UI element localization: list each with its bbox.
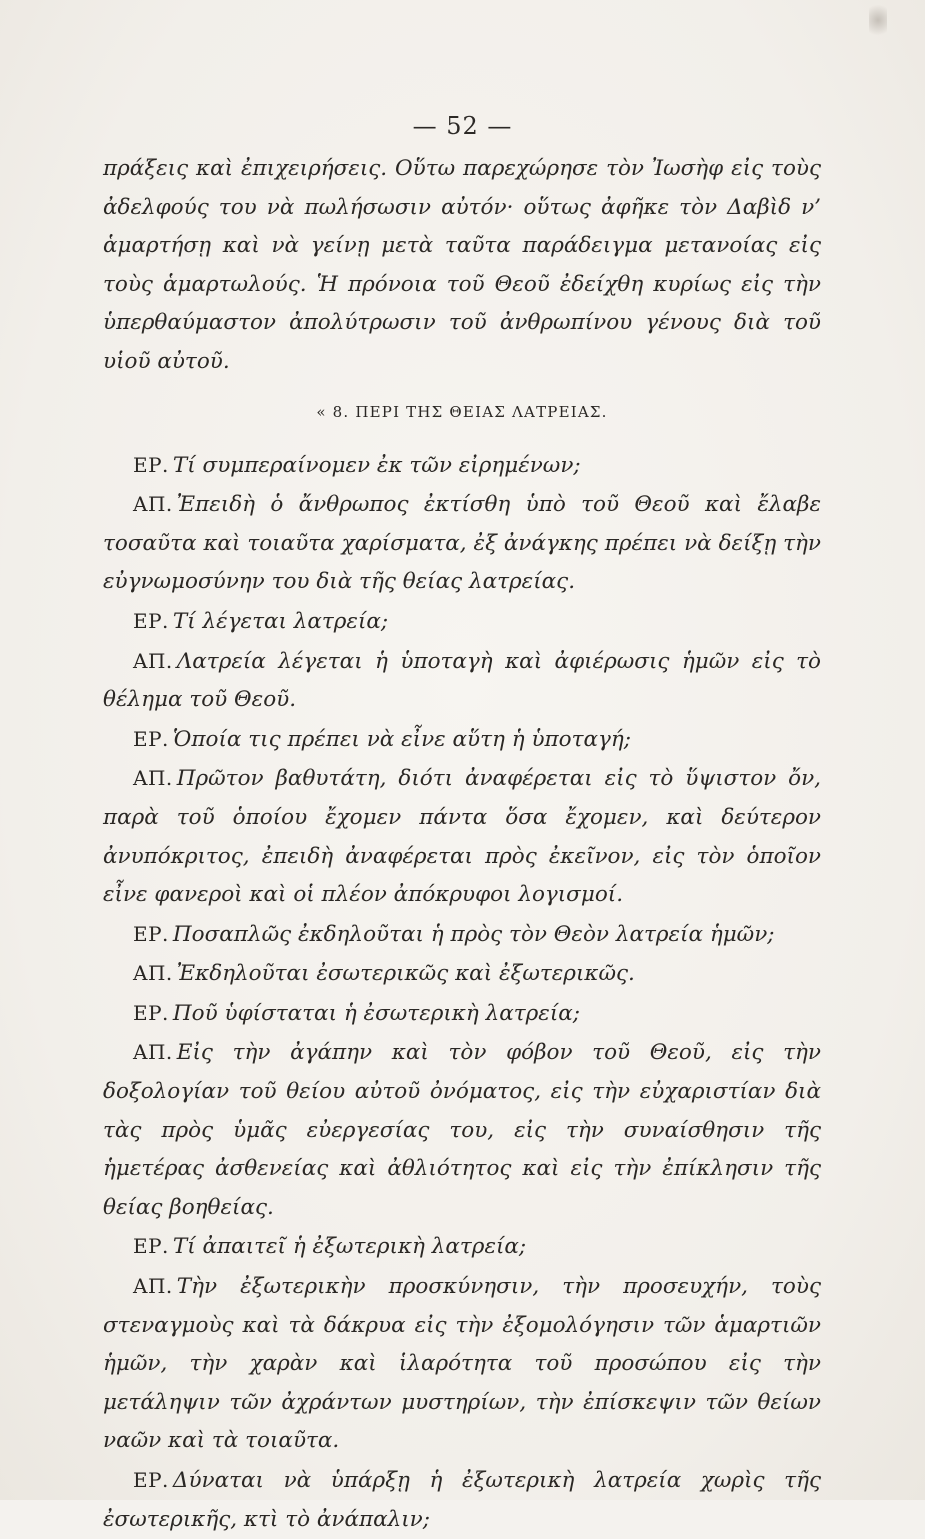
qa-label: ΕΡ. bbox=[133, 1000, 169, 1025]
qa-text: Τί λέγεται λατρεία; bbox=[172, 608, 389, 634]
qa-text: Ποῦ ὑφίσταται ἡ ἐσωτερικὴ λατρεία; bbox=[172, 1000, 581, 1026]
qa-entry bbox=[103, 1227, 821, 1267]
qa-label: ΕΡ. bbox=[133, 1234, 169, 1259]
qa-text: Ἐπειδὴ ὁ ἄνθρωπος ἐκτίσθη ὑπὸ τοῦ Θεοῦ καὶ ἔλαβε τοσαῦτα καὶ τοιαῦτα χαρίσματα, ἐξ ἀνάγκης πρέπει νὰ δείξῃ τὴν εὐγνωμοσύνην του διὰ τῆς θείας λατρείας. bbox=[103, 492, 821, 595]
qa-text: Ποσαπλῶς ἐκδηλοῦται ἡ πρὸς τὸν Θεὸν λατρεία ἡμῶν; bbox=[172, 921, 775, 947]
qa-text: Πρῶτον βαθυτάτη, διότι ἀναφέρεται εἰς τὸ ὕψιστον ὄν, παρὰ τοῦ ὁποίου ἔχομεν πάντα ὅσα ἔχομεν, καὶ δεύτερον ἀνυπόκριτος, ἐπειδὴ ἀναφέρεται πρὸς ἐκεῖνον, εἰς τὸν ὁποῖον εἶνε φανεροὶ καὶ οἱ πλέον ἀπόκρυφοι λογισμοί. bbox=[103, 766, 821, 908]
qa-entry bbox=[103, 1033, 821, 1227]
qa-label: ΕΡ. bbox=[133, 726, 169, 751]
qa-entry bbox=[103, 1461, 821, 1539]
qa-text: Τί συμπεραίνομεν ἐκ τῶν εἰρημένων; bbox=[172, 452, 581, 478]
qa-entry bbox=[103, 602, 821, 642]
qa-text: Τὴν ἐξωτερικὴν προσκύνησιν, τὴν προσευχήν, τοὺς στεναγμοὺς καὶ τὰ δάκρυα εἰς τὴν ἐξομολόγησιν τῶν ἁμαρτιῶν ἡμῶν, τὴν χαρὰν καὶ ἱλαρότητα τοῦ προσώπου εἰς τὴν μετάληψιν τῶν ἀχράντων μυστηρίων, τὴν ἐπίσκεψιν τῶν θείων ναῶν καὶ τὰ τοιαῦτα. bbox=[103, 1274, 821, 1454]
page-number: — 52 — bbox=[412, 112, 513, 140]
qa-entry bbox=[103, 642, 821, 720]
qa-label: ΑΠ. bbox=[133, 1040, 173, 1065]
qa-text: Λατρεία λέγεται ἡ ὑποταγὴ καὶ ἀφιέρωσις ἡμῶν εἰς τὸ θέλημα τοῦ Θεοῦ. bbox=[103, 648, 821, 713]
qa-text: Εἰς τὴν ἀγάπην καὶ τὸν φόβον τοῦ Θεοῦ, εἰς τὴν δοξολογίαν τοῦ θείου αὐτοῦ ὀνόματος, εἰς τὴν εὐχαριστίαν διὰ τὰς πρὸς ὑμᾶς εὐεργεσίας του, εἰς τὴν συναίσθησιν τῆς ἡμετέρας ἀσθενείας καὶ ἀθλιότητος καὶ εἰς τὴν ἐπίκλησιν τῆς θείας βοηθείας. bbox=[103, 1040, 821, 1220]
qa-entry bbox=[103, 446, 821, 486]
qa-label: ΕΡ. bbox=[133, 452, 169, 477]
qa-label: ΑΠ. bbox=[133, 492, 173, 517]
intro-paragraph: πράξεις καὶ ἐπιχειρήσεις. Οὕτω παρεχώρησε τὸν Ἰωσὴφ εἰς τοὺς ἀδελφούς του νὰ πωλήσωσιν αὐτόν· οὕτως ἀφῆκε τὸν Δαβὶδ ν’ ἁμαρτήσῃ καὶ νὰ γείνῃ μετὰ ταῦτα παράδειγμα μετανοίας εἰς τοὺς ἁμαρτωλούς. Ἡ πρόνοια τοῦ Θεοῦ ἐδείχθη κυρίως εἰς τὴν ὑπερθαύμαστον ἀπολύτρωσιν τοῦ ἀνθρωπίνου γένους διὰ τοῦ υἱοῦ αὐτοῦ. bbox=[103, 156, 821, 374]
qa-entry bbox=[103, 759, 821, 914]
qa-label: ΑΠ. bbox=[133, 961, 173, 986]
qa-label: ΑΠ. bbox=[133, 648, 173, 673]
paper-blemish bbox=[869, 0, 887, 40]
qa-label: ΑΠ. bbox=[133, 766, 173, 791]
section-heading: « 8. ΠΕΡΙ ΤΗΣ ΘΕΙΑΣ ΛΑΤΡΕΙΑΣ. bbox=[316, 402, 608, 421]
qa-label: ΕΡ. bbox=[133, 608, 169, 633]
qa-text: Δύναται νὰ ὑπάρξῃ ἡ ἐξωτερικὴ λατρεία χωρὶς τῆς ἐσωτερικῆς, κτὶ τὸ ἀνάπαλιν; bbox=[103, 1468, 821, 1532]
qa-label: ΕΡ. bbox=[133, 921, 169, 946]
qa-entry bbox=[103, 954, 821, 994]
qa-label: ΑΠ. bbox=[133, 1274, 173, 1299]
qa-text: Ἐκδηλοῦται ἐσωτερικῶς καὶ ἐξωτερικῶς. bbox=[176, 961, 635, 987]
qa-entry bbox=[103, 1267, 821, 1461]
qa-label: ΕΡ. bbox=[133, 1468, 169, 1492]
qa-entry bbox=[103, 485, 821, 602]
qa-entry bbox=[103, 994, 821, 1034]
qa-text: Τί ἀπαιτεῖ ἡ ἐξωτερικὴ λατρεία; bbox=[172, 1234, 527, 1260]
page-body bbox=[103, 150, 821, 1539]
qa-text: Ὁποία τις πρέπει νὰ εἶνε αὕτη ἡ ὑποταγή; bbox=[172, 726, 631, 752]
qa-entry bbox=[103, 720, 821, 760]
qa-entry bbox=[103, 915, 821, 955]
